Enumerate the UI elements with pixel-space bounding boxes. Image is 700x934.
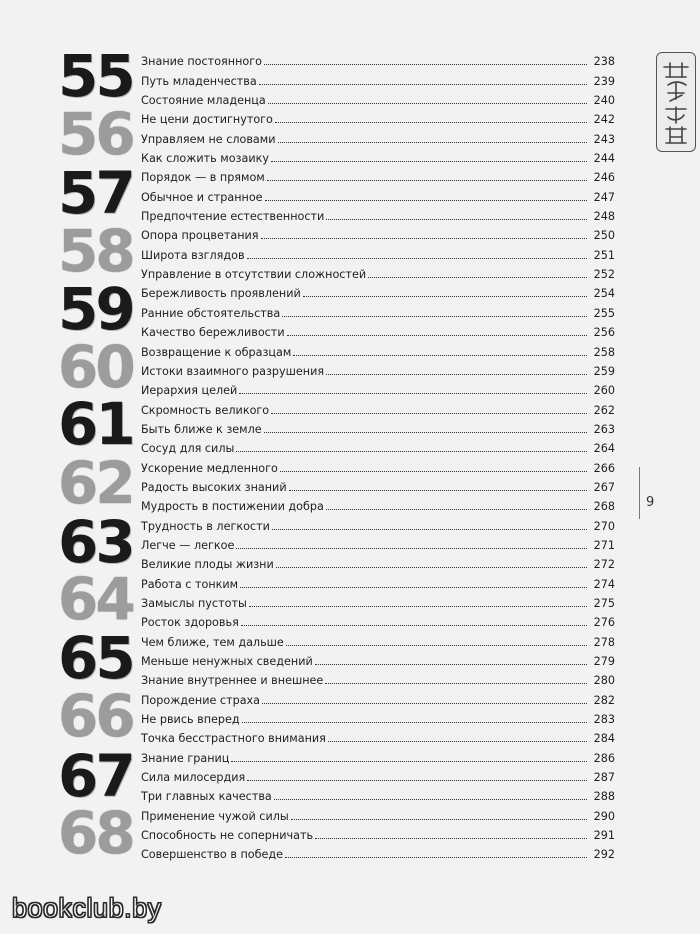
toc-title: Мудрость в постижении добра (141, 500, 324, 514)
toc-title: Возвращение к образцам (141, 345, 292, 359)
dot-leader (249, 606, 587, 607)
toc-title: Точка бесстрастного внимания (141, 732, 326, 746)
toc-title: Состояние младенца (141, 94, 266, 108)
toc-page: 251 (593, 248, 615, 262)
dot-leader (291, 819, 587, 820)
dot-leader (303, 296, 587, 297)
toc-title: Ускорение медленного (141, 461, 278, 475)
toc-title: Порождение страха (141, 693, 261, 707)
chapter-number: 56 (58, 100, 133, 168)
toc-entry[interactable] (141, 165, 615, 184)
toc-title: Применение чужой силы (141, 809, 289, 823)
dot-leader (231, 761, 587, 762)
toc-page: 284 (593, 732, 615, 746)
toc-entry[interactable] (141, 88, 615, 107)
toc-entry[interactable] (141, 629, 615, 648)
toc-title: Скромность великого (141, 403, 270, 417)
toc-title: Иерархия целей (141, 384, 238, 398)
toc-entry[interactable] (141, 513, 615, 532)
toc-entry[interactable] (141, 300, 615, 319)
toc-title: Истоки взаимного разрушения (141, 364, 325, 378)
dot-leader (241, 625, 587, 626)
toc-entry[interactable] (141, 803, 615, 822)
toc-title: Знание внутреннее и внешнее (141, 674, 324, 688)
watermark: bookclub.by (12, 893, 162, 923)
dot-leader (242, 722, 587, 723)
dot-leader (247, 258, 587, 259)
dot-leader (259, 84, 587, 85)
toc-entry[interactable] (141, 784, 615, 803)
toc-page: 276 (593, 616, 615, 630)
chapter-number: 67 (58, 742, 133, 810)
chapter-number: 58 (58, 217, 133, 285)
toc-page: 248 (593, 210, 615, 224)
toc-page: 255 (593, 306, 615, 320)
toc-entry[interactable] (141, 475, 615, 494)
dot-leader (326, 374, 587, 375)
toc-entry[interactable] (141, 49, 615, 68)
table-of-contents (141, 49, 615, 861)
chapter-number: 66 (58, 682, 133, 750)
toc-entry[interactable] (141, 436, 615, 455)
page-number: 9 (646, 495, 655, 510)
dot-leader (293, 355, 587, 356)
toc-title: Обычное и странное (141, 190, 263, 204)
dot-leader (326, 509, 587, 510)
dot-leader (240, 587, 587, 588)
toc-title: Росток здоровья (141, 616, 239, 630)
toc-entry[interactable] (141, 707, 615, 726)
toc-entry[interactable] (141, 494, 615, 513)
toc-entry[interactable] (141, 533, 615, 552)
toc-page: 247 (593, 190, 615, 204)
toc-page: 262 (593, 403, 615, 417)
toc-page: 264 (593, 442, 615, 456)
toc-entry[interactable] (141, 417, 615, 436)
dot-leader (247, 780, 587, 781)
toc-entry[interactable] (141, 281, 615, 300)
toc-page: 250 (593, 229, 615, 243)
toc-page: 291 (593, 829, 615, 843)
dot-leader (315, 838, 587, 839)
toc-title: Замыслы пустоты (141, 596, 247, 610)
dot-leader (315, 664, 587, 665)
toc-page: 287 (593, 771, 615, 785)
toc-page: 246 (593, 171, 615, 185)
toc-entry[interactable] (141, 397, 615, 416)
toc-title: Широта взглядов (141, 248, 245, 262)
toc-page: 260 (593, 384, 615, 398)
dot-leader (267, 180, 587, 181)
toc-title: Не цени достигнутого (141, 113, 273, 127)
chapter-number: 63 (58, 508, 133, 576)
toc-title: Бережливость проявлений (141, 287, 301, 301)
dot-leader (239, 393, 587, 394)
dot-leader (275, 122, 587, 123)
toc-entry[interactable] (141, 745, 615, 764)
toc-entry[interactable] (141, 571, 615, 590)
toc-title: Опора процветания (141, 229, 259, 243)
toc-entry[interactable] (141, 378, 615, 397)
toc-entry[interactable] (141, 242, 615, 261)
dot-leader (265, 200, 587, 201)
toc-page: 240 (593, 94, 615, 108)
toc-page: 278 (593, 635, 615, 649)
dot-leader (278, 142, 587, 143)
toc-page: 272 (593, 558, 615, 572)
toc-page: 256 (593, 326, 615, 340)
toc-page: 292 (593, 848, 615, 862)
toc-page: 274 (593, 577, 615, 591)
toc-page: 259 (593, 364, 615, 378)
toc-entry[interactable] (141, 455, 615, 474)
toc-page: 280 (593, 674, 615, 688)
toc-title: Великие плоды жизни (141, 558, 274, 572)
toc-page: 267 (593, 480, 615, 494)
toc-title: Знание границ (141, 751, 230, 765)
dot-leader (289, 490, 587, 491)
toc-title: Совершенство в победе (141, 848, 284, 862)
toc-title: Управление в отсутствии сложностей (141, 268, 367, 282)
toc-entry[interactable] (141, 668, 615, 687)
toc-title: Путь младенчества (141, 74, 257, 88)
seal-glyph-icon (660, 57, 692, 147)
dot-leader (262, 703, 587, 704)
toc-title: Способность не соперничать (141, 829, 314, 843)
toc-page: 252 (593, 268, 615, 282)
toc-page: 243 (593, 132, 615, 146)
dot-leader (276, 567, 587, 568)
dot-leader (264, 432, 587, 433)
toc-entry[interactable] (141, 765, 615, 784)
toc-entry[interactable] (141, 359, 615, 378)
toc-page: 286 (593, 751, 615, 765)
dot-leader (236, 451, 587, 452)
toc-entry[interactable] (141, 223, 615, 242)
chapter-number: 65 (58, 624, 133, 692)
toc-page: 244 (593, 152, 615, 166)
toc-page: 290 (593, 809, 615, 823)
toc-entry[interactable] (141, 320, 615, 339)
toc-page: 263 (593, 422, 615, 436)
toc-title: Три главных качества (141, 790, 272, 804)
toc-title: Быть ближе к земле (141, 422, 262, 436)
chapter-number: 57 (58, 159, 133, 227)
chapter-number: 68 (58, 799, 133, 867)
chapter-number: 64 (58, 565, 133, 633)
chapter-number: 60 (58, 333, 133, 401)
toc-page: 270 (593, 519, 615, 533)
toc-title: Не рвись вперед (141, 713, 240, 727)
dot-leader (236, 548, 587, 549)
toc-entry[interactable] (141, 842, 615, 861)
chapter-number: 55 (58, 42, 133, 110)
toc-page: 238 (593, 55, 615, 69)
toc-entry[interactable] (141, 146, 615, 165)
toc-title: Предпочтение естественности (141, 210, 325, 224)
toc-title: Ранние обстоятельства (141, 306, 281, 320)
toc-title: Сосуд для силы (141, 442, 235, 456)
dot-leader (271, 161, 587, 162)
toc-title: Качество бережливости (141, 326, 285, 340)
dot-leader (268, 103, 587, 104)
toc-page: 288 (593, 790, 615, 804)
toc-title: Сила милосердия (141, 771, 246, 785)
toc-entry[interactable] (141, 726, 615, 745)
toc-title: Порядок — в прямом (141, 171, 265, 185)
toc-title: Радость высоких знаний (141, 480, 287, 494)
chapter-number: 62 (58, 449, 133, 517)
dot-leader (286, 645, 587, 646)
toc-page: 283 (593, 713, 615, 727)
toc-page: 282 (593, 693, 615, 707)
toc-title: Легче — легкое (141, 538, 235, 552)
dot-leader (287, 335, 587, 336)
dot-leader (261, 238, 587, 239)
seal-stamp-icon (656, 52, 696, 152)
toc-page: 239 (593, 74, 615, 88)
toc-page: 279 (593, 655, 615, 668)
toc-entry[interactable] (141, 339, 615, 358)
dot-leader (272, 529, 587, 530)
toc-title: Управляем не словами (141, 132, 276, 146)
toc-title: Как сложить мозаику (141, 152, 270, 166)
toc-entry[interactable] (141, 68, 615, 87)
dot-leader (274, 799, 587, 800)
dot-leader (271, 413, 587, 414)
toc-title: Чем ближе, тем дальше (141, 635, 284, 649)
toc-entry[interactable] (141, 184, 615, 203)
toc-entry[interactable] (141, 610, 615, 629)
toc-page: 266 (593, 461, 615, 475)
toc-page: 275 (593, 596, 615, 610)
dot-leader (368, 277, 587, 278)
toc-entry[interactable] (141, 649, 615, 668)
toc-page: 268 (593, 500, 615, 514)
toc-entry[interactable] (141, 204, 615, 223)
dot-leader (264, 64, 587, 65)
toc-entry[interactable] (141, 262, 615, 281)
dot-leader (280, 471, 587, 472)
toc-page: 271 (593, 538, 615, 552)
dot-leader (328, 741, 587, 742)
toc-entry[interactable] (141, 107, 615, 126)
toc-entry[interactable] (141, 126, 615, 145)
margin-rule (639, 467, 640, 519)
toc-entry[interactable] (141, 687, 615, 706)
toc-entry[interactable] (141, 552, 615, 571)
dot-leader (282, 316, 587, 317)
dot-leader (326, 219, 587, 220)
dot-leader (285, 857, 587, 858)
toc-entry[interactable] (141, 591, 615, 610)
dot-leader (325, 683, 587, 684)
toc-title: Работа с тонким (141, 577, 239, 591)
toc-page: 254 (593, 287, 615, 301)
toc-title: Трудность в легкости (141, 519, 270, 533)
chapter-number: 61 (58, 390, 133, 458)
toc-title: Знание постоянного (141, 55, 262, 69)
toc-page: 258 (593, 345, 615, 359)
toc-page: 242 (593, 113, 615, 127)
toc-title: Меньше ненужных сведений (141, 655, 313, 668)
toc-entry[interactable] (141, 823, 615, 842)
chapter-number: 59 (58, 275, 133, 343)
